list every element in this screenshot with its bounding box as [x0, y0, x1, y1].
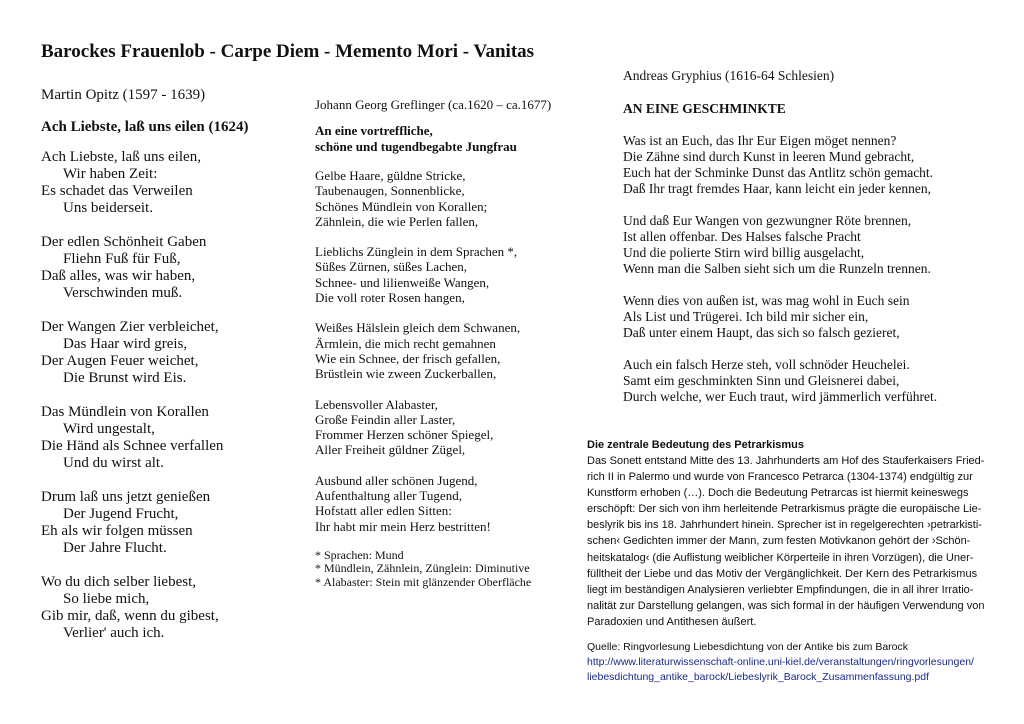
poem-line: Brüstlein wie zween Zuckerballen,: [315, 366, 497, 382]
poem-line: Uns beiderseit.: [63, 200, 153, 216]
source-citation: [587, 640, 1007, 685]
essay-line: Paradoxien und Antithesen äußert.: [587, 615, 757, 628]
poem-line: Große Feindin aller Laster,: [315, 411, 456, 427]
opitz-poem: [41, 149, 301, 642]
poem-line: Die voll roter Rosen hangen,: [315, 290, 465, 306]
poem-line: Die Brunst wird Eis.: [63, 370, 187, 386]
poem-line: Hofstatt aller edlen Sitten:: [315, 503, 452, 519]
greflinger-title-line: schöne und tugendbegabte Jungfrau: [315, 138, 517, 154]
opitz-poem-title: Ach Liebste, laß uns eilen (1624): [41, 119, 249, 135]
essay-line: erschöpft: Der sich von ihm herleitende Petrarkismus prägte die europäische Lie-: [587, 503, 982, 516]
poem-line: Frommer Herzen schöner Spiegel,: [315, 427, 494, 443]
footnote: * Mündlein, Zähnlein, Zünglein: Diminutive: [315, 561, 530, 576]
poem-line: Das Haar wird greis,: [63, 336, 188, 352]
poem-line: Verlier' auch ich.: [63, 625, 165, 641]
gryphius-poem: [623, 133, 1003, 405]
poem-line: Gib mir, daß, wenn du gibest,: [41, 608, 219, 624]
poem-line: Ihr habt mir mein Herz bestritten!: [315, 518, 491, 534]
poem-line: Drum laß uns jetzt genießen: [41, 489, 211, 505]
gryphius-author: Andreas Gryphius (1616-64 Schlesien): [623, 68, 835, 83]
poem-line: Daß unter einem Haupt, das sich so falsch gezieret,: [623, 325, 900, 340]
essay-line: schen‹ Gedichten immer der Mann, zum festen Motivkanon gehört der ›Schön-: [587, 535, 971, 548]
poem-line: Das Mündlein von Korallen: [41, 404, 209, 420]
poem-line: Weißes Hälslein gleich dem Schwanen,: [315, 320, 521, 336]
petrarkismus-essay: [587, 437, 1007, 630]
essay-line: rich II in Palermo und wurde von Francesco Petrarca (1304-1374) endgültig zur: [587, 471, 973, 484]
poem-line: Daß Ihr tragt fremdes Haar, kann leicht ein jeder kennen,: [623, 181, 931, 196]
footnote: * Alabaster: Stein mit glänzender Oberfläche: [315, 574, 532, 589]
stanza: [41, 319, 301, 387]
greflinger-footnotes: [315, 549, 585, 589]
poem-line: Und du wirst alt.: [63, 455, 164, 471]
poem-line: Wenn dies von außen ist, was mag wohl in Euch sein: [623, 293, 910, 308]
greflinger-author: Johann Georg Greflinger (ca.1620 – ca.1677): [315, 97, 552, 112]
footnote: * Sprachen: Mund: [315, 547, 404, 562]
poem-line: Wo du dich selber liebest,: [41, 574, 197, 590]
greflinger-title-line: An eine vortreffliche,: [315, 123, 433, 138]
stanza: [623, 133, 1003, 197]
essay-title: Die zentrale Bedeutung des Petrarkismus: [587, 439, 805, 451]
gryphius-poem-title: AN EINE GESCHMINKTE: [623, 101, 786, 116]
essay-line: beslyrik bis ins 18. Jahrhundert hinein. Sprecher ist in regelgerechten ›petrarkisti-: [587, 519, 982, 532]
stanza: [41, 404, 301, 472]
poem-line: Aller Freiheit güldner Zügel,: [315, 442, 466, 458]
poem-line: Ist allen offenbar. Des Halses falsche Pracht: [623, 229, 861, 244]
page-title: Barockes Frauenlob - Carpe Diem - Memento Mori - Vanitas: [41, 41, 535, 62]
poem-line: Verschwinden muß.: [63, 285, 183, 301]
opitz-author: Martin Opitz (1597 - 1639): [41, 87, 206, 103]
poem-line: Wenn man die Salben sieht sich um die Runzeln trennen.: [623, 261, 931, 276]
opitz-column: [41, 86, 301, 659]
poem-line: Fliehn Fuß für Fuß,: [63, 251, 181, 267]
greflinger-poem: [315, 168, 585, 534]
greflinger-poem-title: [315, 123, 585, 154]
poem-line: Lieblichs Zünglein in dem Sprachen *,: [315, 244, 518, 260]
poem-line: Ärmlein, die mich recht gemahnen: [315, 335, 496, 351]
stanza: [315, 244, 585, 305]
essay-line: heitskatalog‹ (die Auflistung weiblicher Körperteile in ihren Vorzügen), die Uner-: [587, 551, 974, 564]
poem-line: Und die polierte Stirn wird billig ausgelacht,: [623, 245, 865, 260]
stanza: [315, 320, 585, 381]
stanza: [315, 473, 585, 534]
poem-line: Ausbund aller schönen Jugend,: [315, 472, 478, 488]
poem-line: Wird ungestalt,: [63, 421, 155, 437]
poem-line: Der Wangen Zier verbleichet,: [41, 319, 219, 335]
stanza: [41, 489, 301, 557]
stanza: [41, 234, 301, 302]
poem-line: Der Jahre Flucht.: [63, 540, 167, 556]
stanza: [623, 357, 1003, 405]
stanza: [623, 213, 1003, 277]
poem-line: Schnee- und lilienweiße Wangen,: [315, 274, 490, 290]
stanza: [315, 397, 585, 458]
poem-line: Der Augen Feuer weichet,: [41, 353, 199, 369]
poem-line: Zähnlein, die wie Perlen fallen,: [315, 213, 479, 229]
poem-line: Euch hat der Schminke Dunst das Antlitz schön gemacht.: [623, 165, 934, 180]
poem-line: Auch ein falsch Herze steh, voll schnöder Heuchelei.: [623, 357, 910, 372]
stanza: [41, 149, 301, 217]
poem-line: Samt eim geschminkten Sinn und Gleisnerei dabei,: [623, 373, 900, 388]
source-label: Quelle: Ringvorlesung Liebesdichtung von der Antike bis zum Barock: [587, 641, 909, 653]
poem-line: Was ist an Euch, das Ihr Eur Eigen möget nennen?: [623, 133, 897, 148]
poem-line: Schönes Mündlein von Korallen;: [315, 198, 488, 214]
stanza: [623, 293, 1003, 341]
poem-line: Taubenaugen, Sonnenblicke,: [315, 183, 465, 199]
poem-line: Eh als wir folgen müssen: [41, 523, 193, 539]
essay-line: liegt im beständigen Analysieren verliebter Empfindungen, die in all ihrer Irratio-: [587, 583, 974, 596]
source-url-line[interactable]: liebesdichtung_antike_barock/Liebeslyrik_Barock_Zusammenfassung.pdf: [587, 671, 930, 683]
poem-line: Wie ein Schnee, der frisch gefallen,: [315, 350, 501, 366]
poem-line: Süßes Zürnen, süßes Lachen,: [315, 259, 467, 275]
poem-line: Und daß Eur Wangen von gezwungner Röte brennen,: [623, 213, 912, 228]
poem-line: Der Jugend Frucht,: [63, 506, 179, 522]
poem-line: Wir haben Zeit:: [63, 166, 158, 182]
essay-line: nalität zur Darstellung gelangen, was sich formal in der häufigen Verwendung von: [587, 599, 985, 612]
poem-line: Als List und Trügerei. Ich bild mir sicher ein,: [623, 309, 869, 324]
essay-line: Kunstform erhoben (…). Doch die Bedeutung Petrarcas ist hiermit keineswegs: [587, 487, 969, 500]
poem-line: Durch welche, wer Euch traut, wird jämmerlich verführet.: [623, 389, 938, 404]
poem-line: Die Zähne sind durch Kunst in leeren Mund gebracht,: [623, 149, 915, 164]
poem-line: So liebe mich,: [63, 591, 150, 607]
poem-line: Der edlen Schönheit Gaben: [41, 234, 207, 250]
essay-body: [587, 453, 1007, 630]
greflinger-column: [315, 96, 585, 589]
stanza: [41, 574, 301, 642]
source-url-line[interactable]: http://www.literaturwissenschaft-online.uni-kiel.de/veranstaltungen/ringvorlesungen/: [587, 656, 974, 668]
poem-line: Daß alles, was wir haben,: [41, 268, 196, 284]
poem-line: Lebensvoller Alabaster,: [315, 396, 438, 412]
gryphius-column: [623, 67, 1003, 421]
stanza: [315, 168, 585, 229]
poem-line: Die Händ als Schnee verfallen: [41, 438, 224, 454]
essay-line: Das Sonett entstand Mitte des 13. Jahrhunderts am Hof des Stauferkaisers Fried-: [587, 455, 985, 467]
poem-line: Ach Liebste, laß uns eilen,: [41, 149, 201, 165]
poem-line: Gelbe Haare, güldne Stricke,: [315, 168, 466, 183]
poem-line: Es schadet das Verweilen: [41, 183, 193, 199]
essay-line: fülltheit der Liebe und das Motiv der Vergänglichkeit. Der Kern des Petrarkismus: [587, 567, 978, 580]
poem-line: Aufenthaltung aller Tugend,: [315, 488, 462, 504]
